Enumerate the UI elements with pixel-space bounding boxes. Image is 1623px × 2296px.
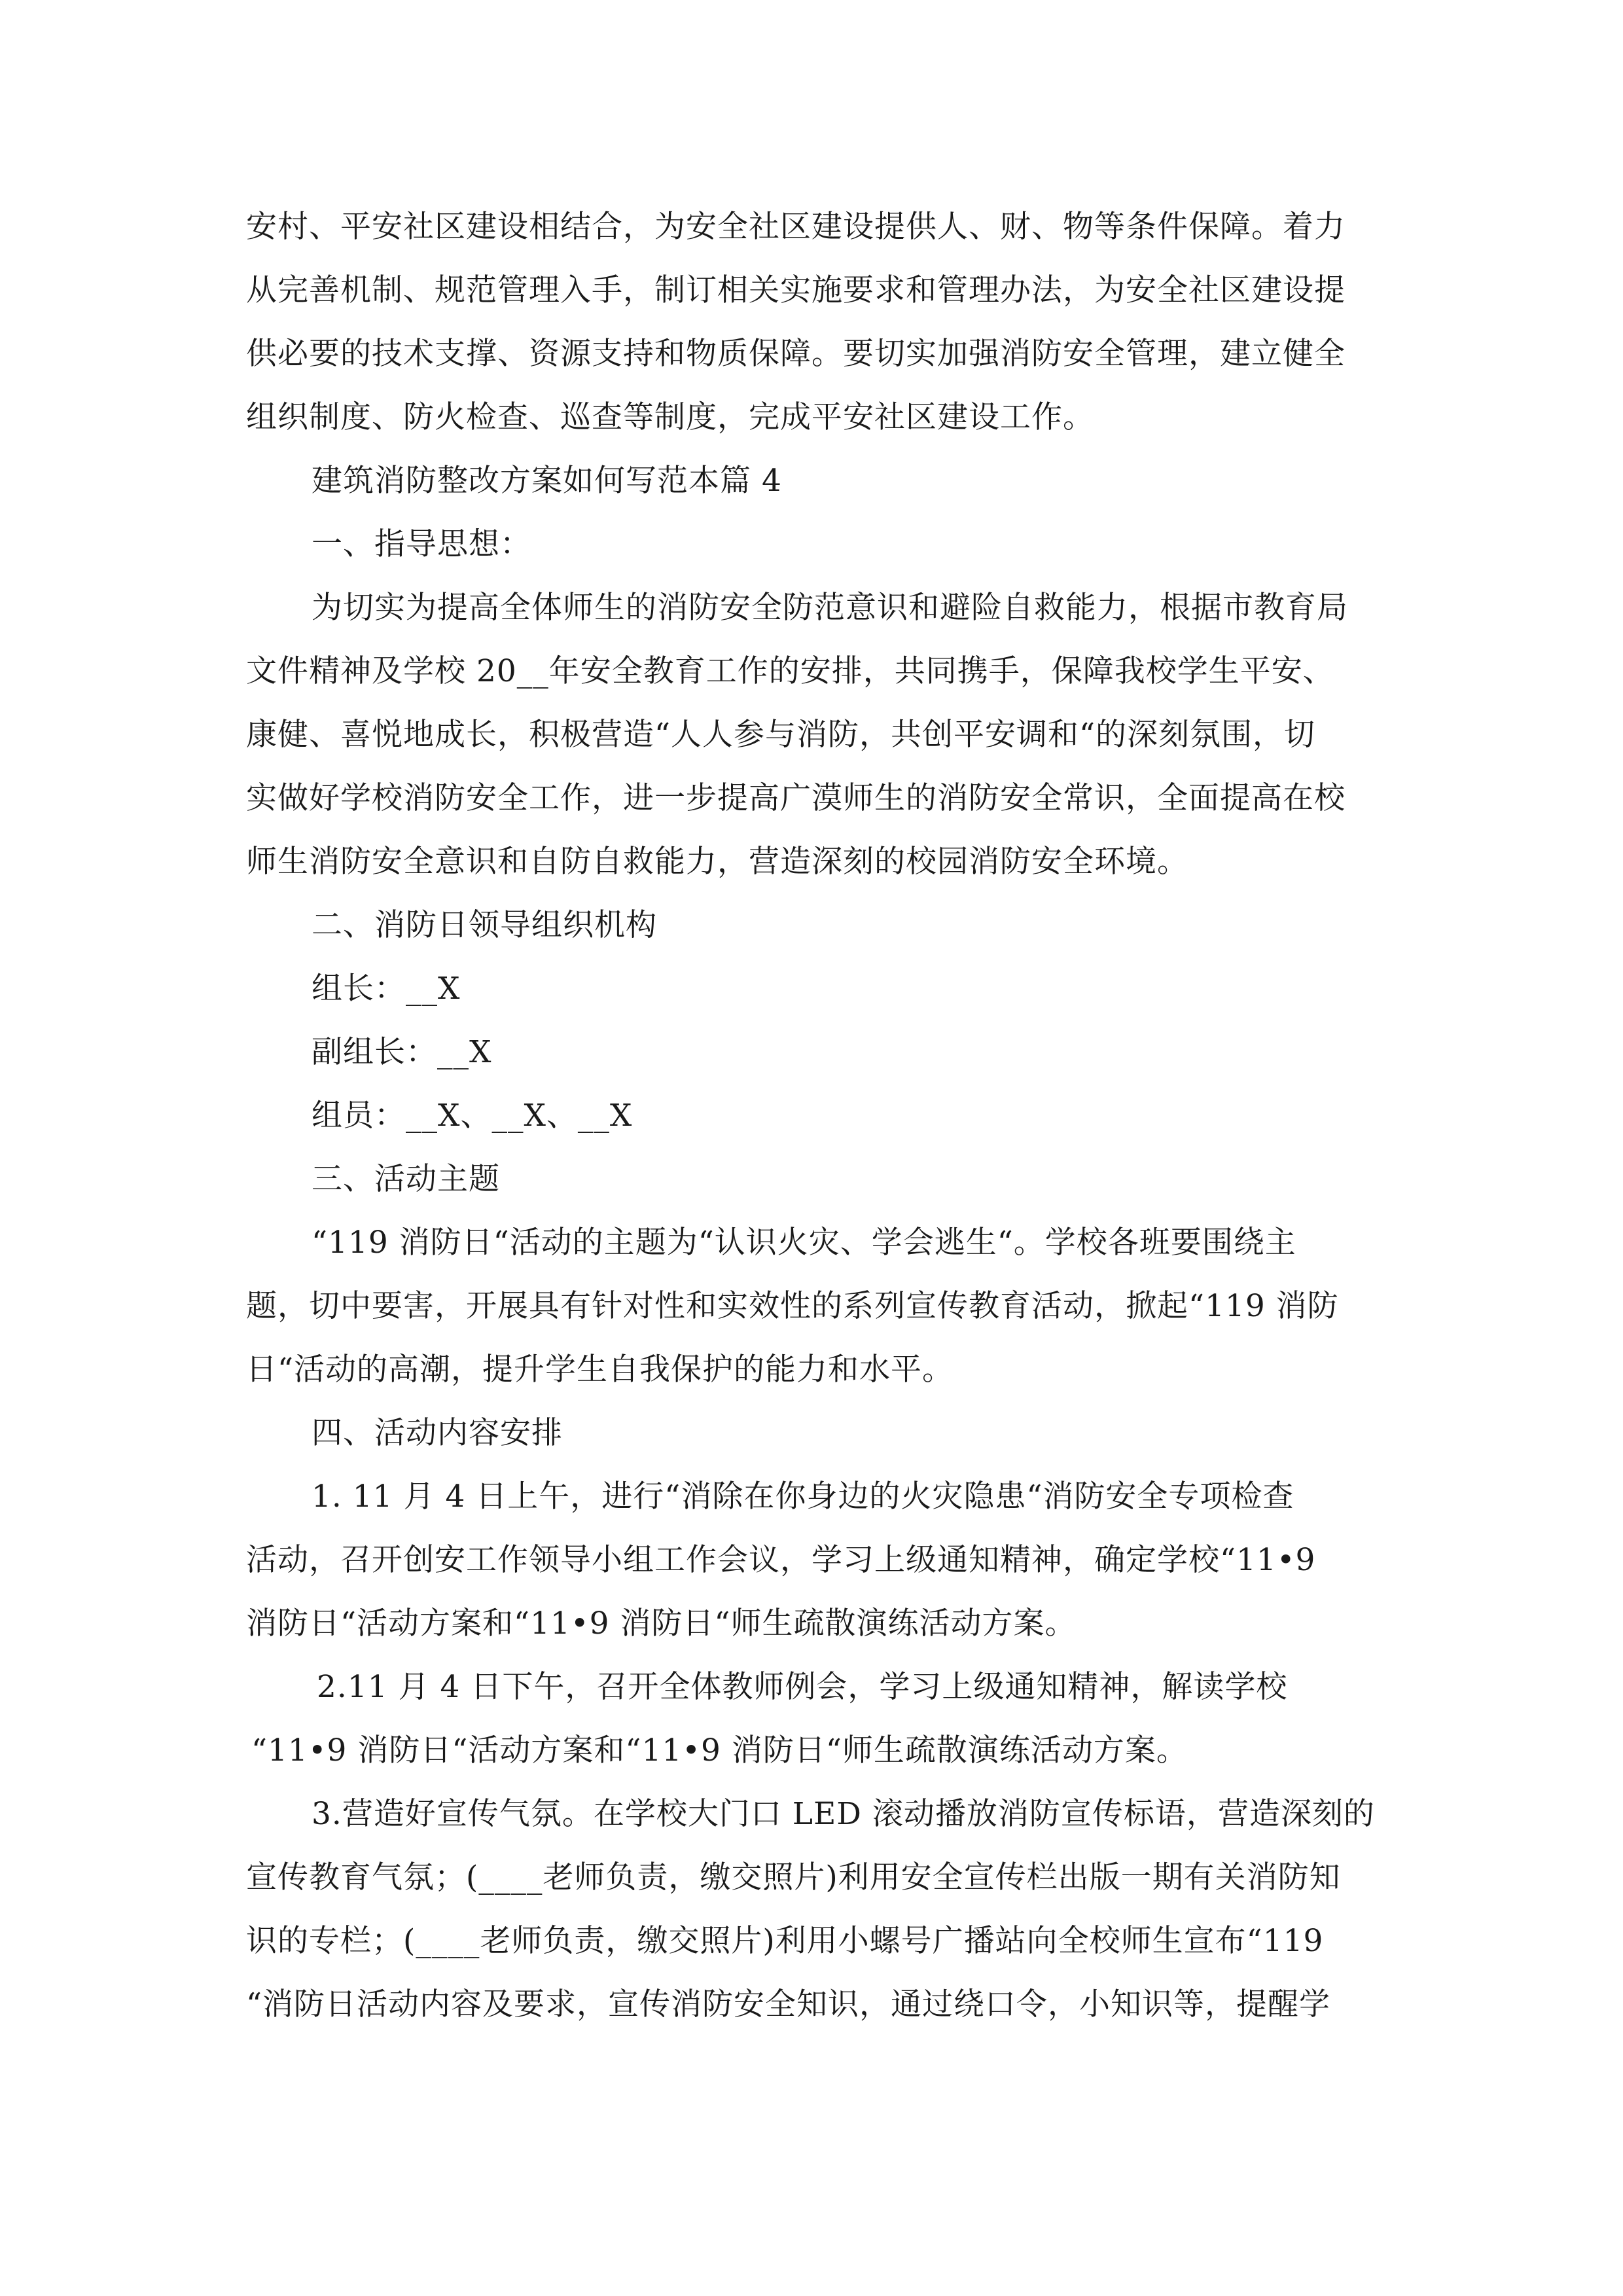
paragraph-line: “11•9 消防日“活动方案和“11•9 消防日“师生疏散演练活动方案。 <box>251 1732 1188 1768</box>
paragraph-line: 安村、平安社区建设相结合，为安全社区建设提供人、财、物等条件保障。着力 <box>246 209 1346 245</box>
deputy-group-leader: 副组长：__X <box>312 1034 492 1070</box>
group-members: 组员：__X、__X、__X <box>312 1098 633 1134</box>
paragraph-line: “消防日活动内容及要求，宣传消防安全知识，通过绕口令，小知识等，提醒学 <box>246 1986 1331 2022</box>
paragraph-line: 从完善机制、规范管理入手，制订相关实施要求和管理办法，为安全社区建设提 <box>246 272 1346 308</box>
paragraph-line: 文件精神及学校 20__年安全教育工作的安排，共同携手，保障我校学生平安、 <box>246 653 1334 689</box>
paragraph-line: 组织制度、防火检查、巡查等制度，完成平安社区建设工作。 <box>246 399 1094 435</box>
paragraph-line: “119 消防日“活动的主题为“认识火灾、学会逃生“。学校各班要围绕主 <box>312 1225 1296 1261</box>
paragraph-line: 供必要的技术支撑、资源支持和物质保障。要切实加强消防安全管理，建立健全 <box>246 336 1346 372</box>
heading-organization: 二、消防日领导组织机构 <box>312 907 657 943</box>
paragraph-line: 识的专栏；(____老师负责，缴交照片)利用小螺号广播站向全校师生宣布“119 <box>246 1923 1324 1959</box>
paragraph-line: 日“活动的高潮，提升学生自我保护的能力和水平。 <box>246 1352 954 1388</box>
heading-activity-content: 四、活动内容安排 <box>312 1415 563 1451</box>
paragraph-line: 宣传教育气氛；(____老师负责，缴交照片)利用安全宣传栏出版一期有关消防知 <box>246 1859 1341 1895</box>
paragraph-line: 康健、喜悦地成长，积极营造“人人参与消防，共创平安调和“的深刻氛围，切 <box>246 717 1316 753</box>
list-item-3: 3.营造好宣传气氛。在学校大门口 LED 滚动播放消防宣传标语，营造深刻的 <box>312 1796 1375 1832</box>
group-leader: 组长：__X <box>312 971 461 1007</box>
document-body <box>246 195 1378 2036</box>
paragraph-line: 师生消防安全意识和自防自救能力，营造深刻的校园消防安全环境。 <box>246 844 1188 880</box>
paragraph-line: 实做好学校消防安全工作，进一步提高广漠师生的消防安全常识，全面提高在校 <box>246 780 1346 816</box>
paragraph-line: 活动，召开创安工作领导小组工作会议，学习上级通知精神，确定学校“11•9 <box>246 1542 1316 1578</box>
paragraph-line: 题，切中要害，开展具有针对性和实效性的系列宣传教育活动，掀起“119 消防 <box>246 1288 1339 1324</box>
paragraph-line: 消防日“活动方案和“11•9 消防日“师生疏散演练活动方案。 <box>246 1605 1077 1641</box>
list-item-2: 2.11 月 4 日下午，召开全体教师例会，学习上级通知精神，解读学校 <box>317 1669 1288 1705</box>
section-title: 建筑消防整改方案如何写范本篇 4 <box>312 463 782 499</box>
heading-activity-theme: 三、活动主题 <box>312 1161 500 1197</box>
paragraph-line: 为切实为提高全体师生的消防安全防范意识和避险自救能力，根据市教育局 <box>312 590 1348 626</box>
heading-guiding-ideology: 一、指导思想： <box>312 526 531 562</box>
list-item-1: 1. 11 月 4 日上午，进行“消除在你身边的火灾隐患“消防安全专项检查 <box>312 1479 1294 1515</box>
